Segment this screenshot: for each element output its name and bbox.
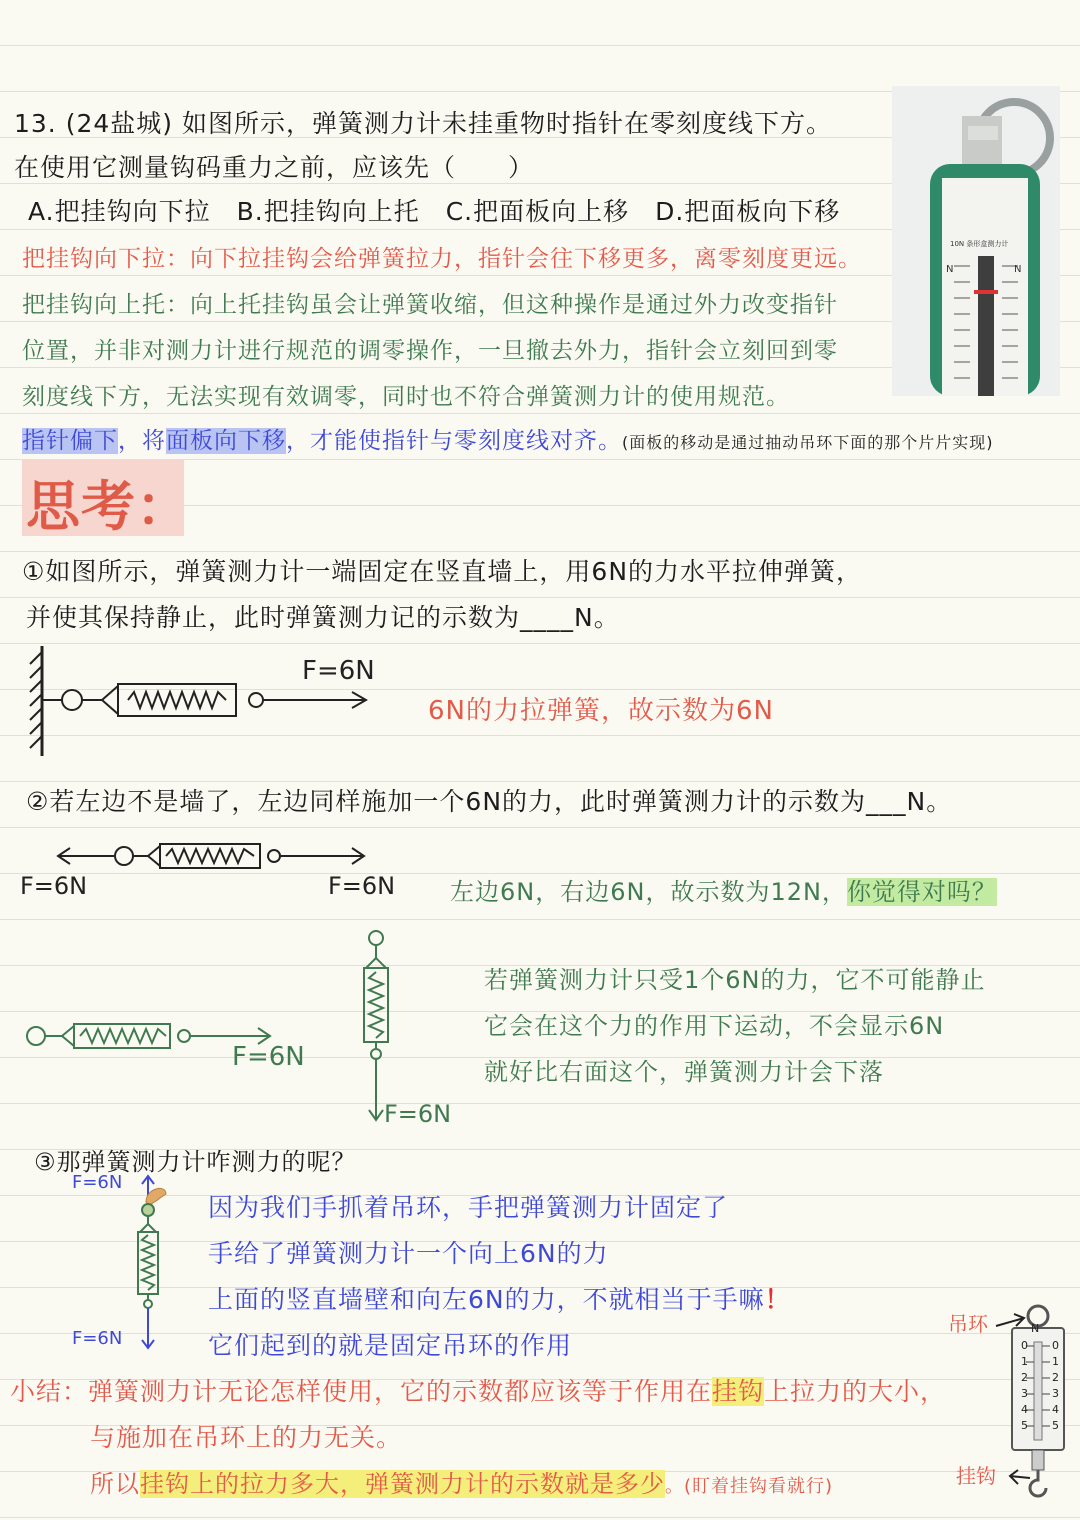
summary-line2: 与施加在吊环上的力无关。 <box>90 1423 403 1452</box>
diagram-single-force-vertical <box>358 928 398 1128</box>
q1-force-label: F=6N <box>302 656 375 686</box>
highlight-move-panel: 面板向下移 <box>166 428 286 454</box>
q2-answer-text: 左边6N，右边6N，故示数为12N， <box>450 878 847 906</box>
spring-scale-photo <box>892 86 1060 396</box>
q13-line1: 13. (24盐城) 如图所示，弹簧测力计未挂重物时指针在零刻度线下方。 <box>14 109 832 138</box>
highlight-pointer-low: 指针偏下 <box>22 428 118 454</box>
q2-line: ②若左边不是墙了，左边同样施加一个6N的力，此时弹簧测力计的示数为___N。 <box>26 787 953 816</box>
q2-answer <box>450 872 997 907</box>
photo-label: 10N 条形盒测力计 <box>950 240 1009 248</box>
meter-left-tick: 3 <box>1021 1387 1028 1400</box>
think-title-box <box>22 460 191 538</box>
meter-right-tick: 2 <box>1052 1371 1059 1384</box>
d3-force-label: F=6N <box>232 1042 305 1072</box>
explain-line2: 它会在这个力的作用下运动，不会显示6N <box>484 1012 945 1040</box>
meter-right-scale <box>1052 1338 1064 1434</box>
summary-line1 <box>10 1372 946 1408</box>
meter-right-tick: 3 <box>1052 1387 1059 1400</box>
meter-left-tick: 5 <box>1021 1419 1028 1432</box>
answer3-line2: 手给了弹簧测力计一个向上6N的力 <box>208 1239 609 1268</box>
summary-line1-a: 小结：弹簧测力计无论怎样使用，它的示数都应该等于作用在 <box>10 1377 713 1406</box>
photo-n-left: N <box>946 264 954 275</box>
meter-bottom-label: 挂钩 <box>956 1464 996 1488</box>
spring-scale-photo-drawing <box>892 86 1060 396</box>
meter-unit: N <box>1031 1322 1040 1335</box>
conclusion-text-a: ，将 <box>118 428 166 454</box>
d5-bottom-force: F=6N <box>72 1328 123 1349</box>
analysis-option-a: 把挂钩向下拉：向下拉挂钩会给弹簧拉力，指针会往下移更多，离零刻度更远。 <box>22 246 862 272</box>
meter-left-tick: 2 <box>1021 1371 1028 1384</box>
answer3-line3-text: 上面的竖直墙壁和向左6N的力，不就相当于手嘛 <box>208 1285 765 1314</box>
meter-left-scale <box>1016 1338 1028 1434</box>
diagram-hand-held-scale <box>130 1172 180 1362</box>
answer3-line3 <box>208 1280 791 1316</box>
summary-line3 <box>90 1464 833 1499</box>
conclusion-note: (面板的移动是通过抽动吊环下面的那个片片实现) <box>622 433 994 452</box>
analysis-option-b-2: 位置，并非对测力计进行规范的调零操作，一旦撤去外力，指针会立刻回到零 <box>22 338 838 364</box>
meter-right-tick: 0 <box>1052 1339 1059 1352</box>
meter-top-label: 吊环 <box>948 1312 988 1336</box>
summary-line3-a: 所以 <box>90 1470 140 1498</box>
d4-force-label: F=6N <box>384 1100 452 1128</box>
q2-right-force: F=6N <box>328 872 396 900</box>
diagram-two-sided-pull <box>56 838 376 874</box>
photo-n-right: N <box>1014 264 1022 275</box>
q13-line2: 在使用它测量钩码重力之前，应该先（ ） <box>14 153 535 182</box>
q2-left-force: F=6N <box>20 872 88 900</box>
meter-right-tick: 4 <box>1052 1403 1059 1416</box>
meter-left-tick: 4 <box>1021 1403 1028 1416</box>
q1-answer: 6N的力拉弹簧，故示数为6N <box>428 696 774 726</box>
q1-line1: ①如图所示，弹簧测力计一端固定在竖直墙上，用6N的力水平拉伸弹簧， <box>22 557 863 586</box>
meter-left-tick: 1 <box>1021 1355 1028 1368</box>
meter-left-tick: 0 <box>1021 1339 1028 1352</box>
analysis-conclusion <box>22 422 994 455</box>
answer3-line1: 因为我们手抓着吊环，手把弹簧测力计固定了 <box>208 1193 729 1222</box>
summary-line3-note: 。(盯着挂钩看就行) <box>665 1476 834 1497</box>
q3-line: ③那弹簧测力计咋测力的呢？ <box>34 1148 357 1176</box>
analysis-option-b-1: 把挂钩向上托：向上托挂钩虽会让弹簧收缩，但这种操作是通过外力改变指针 <box>22 292 838 318</box>
summary-hook-highlight: 挂钩 <box>712 1377 765 1406</box>
meter-right-tick: 5 <box>1052 1419 1059 1432</box>
meter-right-tick: 1 <box>1052 1355 1059 1368</box>
explain-line3: 就好比右面这个，弹簧测力计会下落 <box>484 1058 884 1086</box>
summary-line1-c: 上拉力的大小， <box>764 1377 947 1406</box>
explain-line1: 若弹簧测力计只受1个6N的力，它不可能静止 <box>484 966 986 994</box>
q1-line2: 并使其保持静止，此时弹簧测力记的示数为____N。 <box>26 603 620 632</box>
conclusion-text-b: ，才能使指针与零刻度线对齐。 <box>286 428 622 454</box>
answer3-exclamation: ！ <box>764 1285 791 1314</box>
analysis-option-b-3: 刻度线下方，无法实现有效调零，同时也不符合弹簧测力计的使用规范。 <box>22 384 790 410</box>
d5-top-force: F=6N <box>72 1172 123 1193</box>
q13-options: A.把挂钩向下拉 B.把挂钩向上托 C.把面板向上移 D.把面板向下移 <box>28 197 841 226</box>
think-title: 思考： <box>26 475 191 538</box>
answer3-line4: 它们起到的就是固定吊环的作用 <box>208 1331 573 1360</box>
q2-answer-question: 你觉得对吗？ <box>846 878 997 906</box>
summary-line3-highlight: 挂钩上的拉力多大，弹簧测力计的示数就是多少 <box>140 1470 665 1498</box>
